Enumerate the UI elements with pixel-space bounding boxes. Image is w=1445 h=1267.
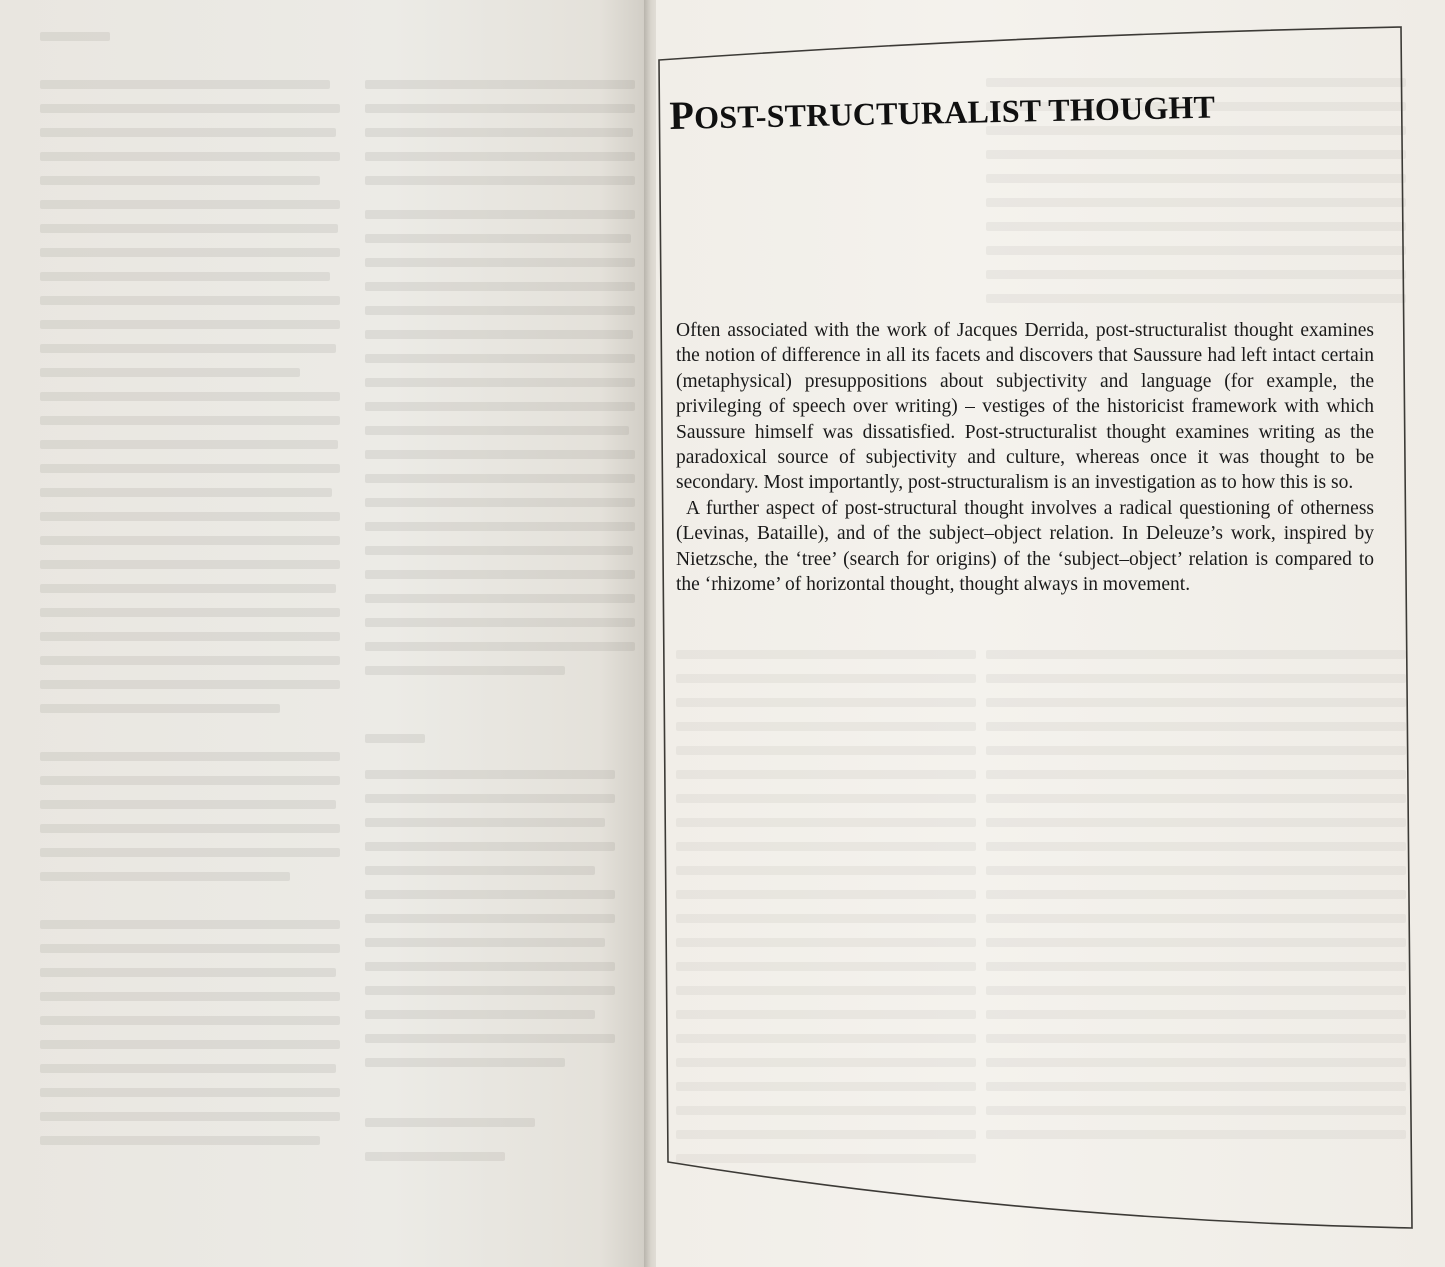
chapter-body	[676, 318, 1374, 597]
chapter-border-frame	[656, 0, 1445, 1267]
paragraph-2: A further aspect of post-structural thought involves a radical questioning of otherness (Levinas, Bataille), and of the subject–object relation. In Deleuze’s work, inspired by Nietzsche, the ‘tree’ (search for origins) of the ‘subject–object’ relation is compared to the ‘rhizome’ of horizontal thought, thought always in movement.	[676, 497, 1374, 596]
show-through-text	[0, 0, 652, 1267]
left-page	[0, 0, 652, 1267]
right-page	[656, 0, 1445, 1267]
chapter-title-rest: OST-STRUCTURALIST THOUGHT	[693, 88, 1216, 136]
paragraph-1: Often associated with the work of Jacques Derrida, post-structuralist thought examines the notion of difference in all its facets and discovers that Saussure had left intact certain (metaphysical) presuppositions about subjectivity and language (for example, the privileging of speech over writing) – vestiges of the historicist framework with which Saussure himself was dissatisfied. Post-structuralist thought examines writing as the paradoxical source of subjectivity and culture, whereas once it was thought to be secondary. Most importantly, post-structuralism is an investigation as to how this is so.	[676, 320, 1374, 494]
chapter-title-initial: P	[668, 92, 695, 139]
